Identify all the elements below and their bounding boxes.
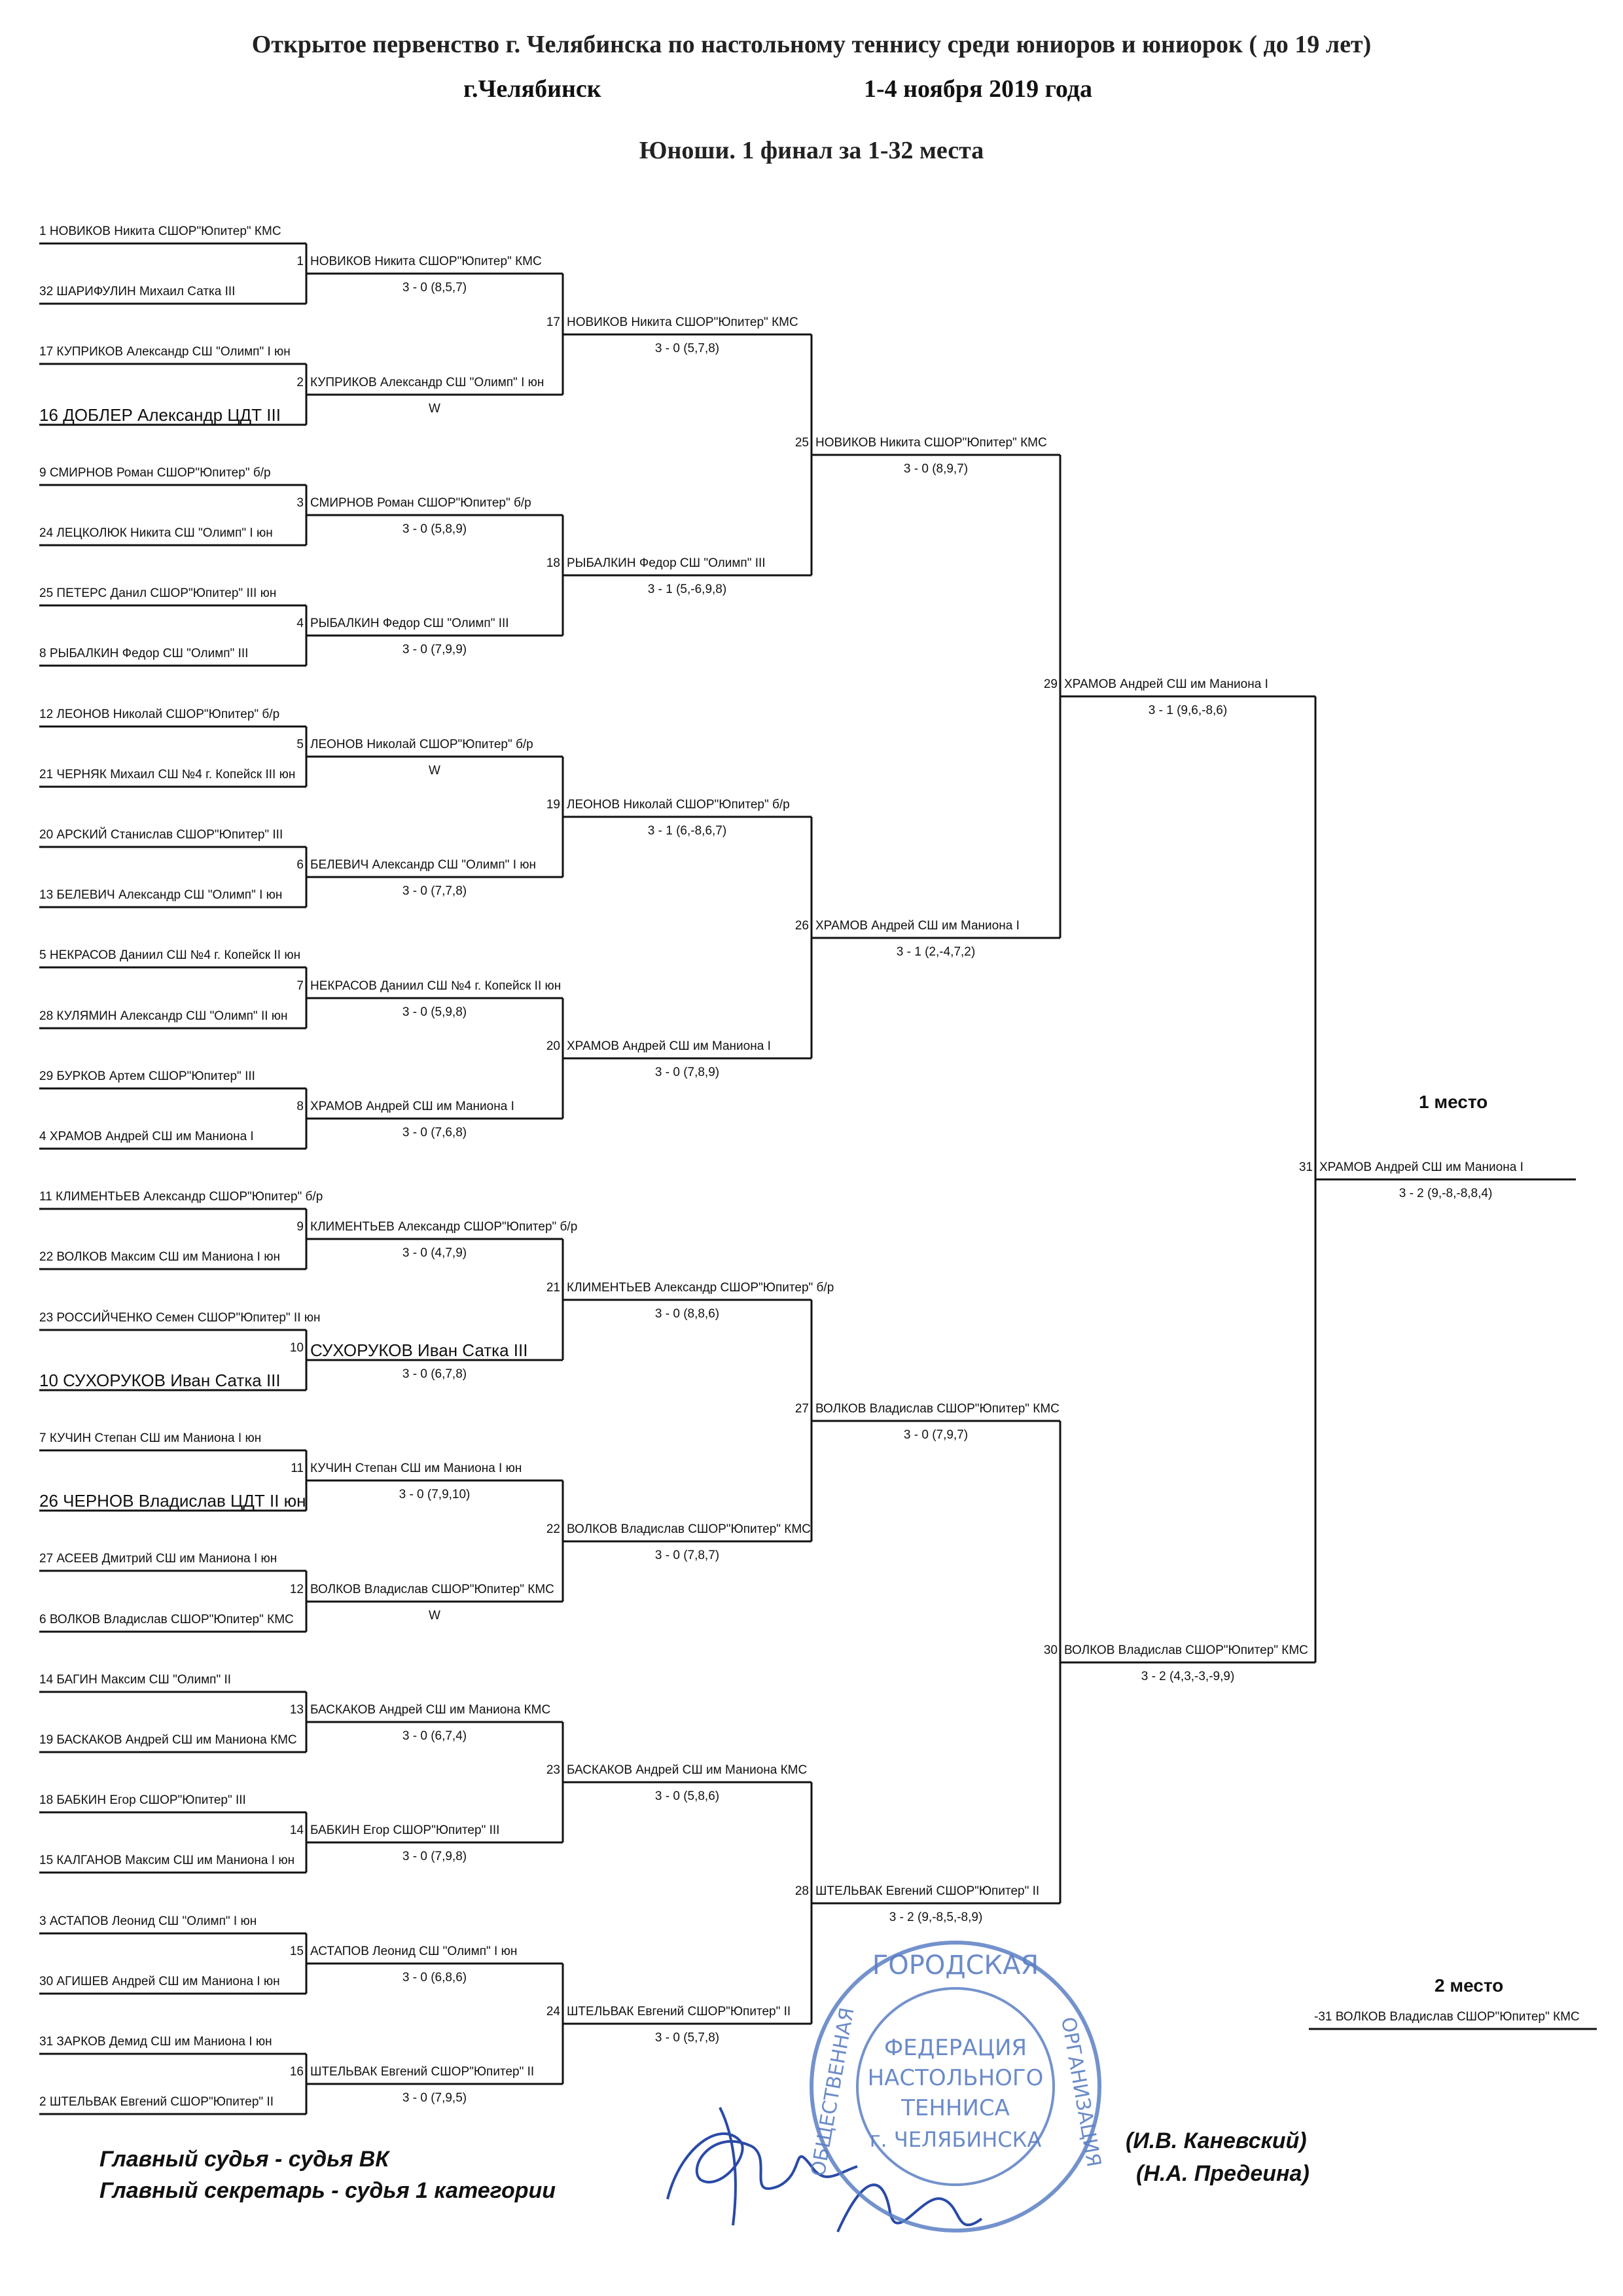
page-title: Открытое первенство г. Челябинска по настольному теннису среди юниоров и юниорок ( до 19 лет) bbox=[251, 31, 1372, 58]
round3-result: 3 - 0 (5,7,8) bbox=[654, 2031, 720, 2045]
round3-result: 3 - 0 (5,7,8) bbox=[654, 342, 720, 355]
round2-match-number: 4 bbox=[296, 617, 304, 630]
round4-match-number: 25 bbox=[794, 436, 809, 450]
chief-judge-name: (И.В. Каневский) bbox=[1126, 2128, 1307, 2153]
round2-match-number: 5 bbox=[296, 738, 304, 751]
chief-secretary-title: Главный секретарь - судья 1 категории bbox=[99, 2178, 556, 2203]
round1-entry: 19 БАСКАКОВ Андрей СШ им Маниона КМС bbox=[39, 1733, 297, 1747]
round4-result: 3 - 0 (8,9,7) bbox=[903, 462, 969, 476]
round2-result: 3 - 0 (7,9,8) bbox=[402, 1850, 467, 1863]
round2-match-number: 15 bbox=[289, 1945, 304, 1958]
round2-winner: ЛЕОНОВ Николай СШОР"Юпитер" б/р bbox=[310, 738, 533, 751]
round1-entry: 2 ШТЕЛЬВАК Евгений СШОР"Юпитер" II bbox=[39, 2095, 274, 2109]
round2-winner: БАСКАКОВ Андрей СШ им Маниона КМС bbox=[310, 1703, 551, 1717]
round3-match-number: 17 bbox=[546, 315, 560, 329]
stamp-line1: ФЕДЕРАЦИЯ bbox=[883, 2035, 1027, 2061]
round2-winner: ШТЕЛЬВАК Евгений СШОР"Юпитер" II bbox=[310, 2065, 535, 2079]
round1-entry: 5 НЕКРАСОВ Даниил СШ №4 г. Копейск II юн bbox=[39, 948, 301, 962]
round1-entry: 31 ЗАРКОВ Демид СШ им Маниона I юн bbox=[39, 2035, 272, 2049]
round2-winner: НОВИКОВ Никита СШОР"Юпитер" КМС bbox=[310, 255, 542, 268]
round4-winner: ВОЛКОВ Владислав СШОР"Юпитер" КМС bbox=[815, 1402, 1060, 1416]
round2-match-number: 14 bbox=[289, 1823, 304, 1837]
round5-result: 3 - 2 (4,3,-3,-9,9) bbox=[1141, 1670, 1235, 1683]
round5-match-number: 30 bbox=[1043, 1643, 1058, 1657]
final-winner: ХРАМОВ Андрей СШ им Маниона I bbox=[1319, 1160, 1524, 1174]
round2-winner: СУХОРУКОВ Иван Сатка III bbox=[310, 1340, 528, 1360]
round2-result: 3 - 0 (5,8,9) bbox=[402, 522, 467, 536]
round4-result: 3 - 1 (2,-4,7,2) bbox=[896, 945, 976, 959]
round1-entry: 14 БАГИН Максим СШ "Олимп" II bbox=[39, 1673, 232, 1687]
round3-winner: ХРАМОВ Андрей СШ им Маниона I bbox=[567, 1039, 771, 1053]
final-match-number: 31 bbox=[1298, 1160, 1313, 1174]
round2-match-number: 10 bbox=[289, 1341, 304, 1355]
round4-winner: ХРАМОВ Андрей СШ им Маниона I bbox=[815, 919, 1020, 933]
round2-winner: ХРАМОВ Андрей СШ им Маниона I bbox=[310, 1100, 514, 1113]
round3-winner: ШТЕЛЬВАК Евгений СШОР"Юпитер" II bbox=[567, 2005, 791, 2018]
round1-entry: 30 АГИШЕВ Андрей СШ им Маниона I юн bbox=[39, 1975, 280, 1988]
round4-result: 3 - 2 (9,-8,5,-8,9) bbox=[889, 1910, 983, 1924]
second-place-entry: -31 ВОЛКОВ Владислав СШОР"Юпитер" КМС bbox=[1314, 2010, 1580, 2024]
round3-result: 3 - 1 (6,-8,6,7) bbox=[647, 824, 727, 838]
round2-winner: СМИРНОВ Роман СШОР"Юпитер" б/р bbox=[310, 496, 531, 510]
round2-match-number: 3 bbox=[296, 496, 304, 510]
round2-result: 3 - 0 (7,6,8) bbox=[402, 1126, 467, 1139]
bracket-subtitle: Юноши. 1 финал за 1-32 места bbox=[639, 137, 984, 164]
stamp-line2: НАСТОЛЬНОГО bbox=[867, 2065, 1044, 2091]
round2-match-number: 6 bbox=[296, 858, 304, 872]
round1-entry: 6 ВОЛКОВ Владислав СШОР"Юпитер" КМС bbox=[39, 1613, 294, 1626]
round5-winner: ВОЛКОВ Владислав СШОР"Юпитер" КМС bbox=[1064, 1643, 1308, 1657]
round5-result: 3 - 1 (9,6,-8,6) bbox=[1148, 704, 1228, 717]
second-place-label: 2 место bbox=[1435, 1975, 1504, 1996]
stamp-right-text: ОРГАНИЗАЦИЯ bbox=[1056, 2015, 1105, 2169]
round2-match-number: 9 bbox=[296, 1220, 304, 1234]
round2-match-number: 8 bbox=[296, 1100, 304, 1113]
round1-entry: 26 ЧЕРНОВ Владислав ЦДТ II юн bbox=[39, 1491, 306, 1511]
round1-entry: 7 КУЧИН Степан СШ им Маниона I юн bbox=[39, 1431, 262, 1445]
round2-result: 3 - 0 (7,7,8) bbox=[402, 884, 467, 898]
first-place-label: 1 место bbox=[1419, 1092, 1488, 1112]
round1-entry: 23 РОССИЙЧЕНКО Семен СШОР"Юпитер" II юн bbox=[39, 1311, 321, 1325]
round4-match-number: 26 bbox=[794, 919, 809, 933]
round1-entry: 32 ШАРИФУЛИН Михаил Сатка III bbox=[39, 285, 236, 298]
round4-winner: ШТЕЛЬВАК Евгений СШОР"Юпитер" II bbox=[815, 1884, 1040, 1898]
round3-match-number: 20 bbox=[546, 1039, 560, 1053]
stamp-line3: ТЕННИСА bbox=[901, 2095, 1010, 2121]
round3-match-number: 23 bbox=[546, 1763, 560, 1777]
round1-entry: 27 АСЕЕВ Дмитрий СШ им Маниона I юн bbox=[39, 1552, 277, 1566]
round1-entry: 4 ХРАМОВ Андрей СШ им Маниона I bbox=[39, 1130, 254, 1143]
stamp-left-text: ОБЩЕСТВЕННАЯ bbox=[806, 2005, 859, 2179]
city-label: г.Челябинск bbox=[463, 75, 601, 103]
round1-entry: 21 ЧЕРНЯК Михаил СШ №4 г. Копейск III юн bbox=[39, 768, 296, 781]
round2-match-number: 2 bbox=[296, 376, 304, 389]
round1-entry: 17 КУПРИКОВ Александр СШ "Олимп" I юн bbox=[39, 345, 291, 359]
round3-result: 3 - 0 (5,8,6) bbox=[654, 1789, 720, 1803]
round2-result: 3 - 0 (6,8,6) bbox=[402, 1971, 467, 1984]
round2-result: 3 - 0 (7,9,9) bbox=[402, 643, 467, 656]
round1-entry: 29 БУРКОВ Артем СШОР"Юпитер" III bbox=[39, 1069, 255, 1083]
round2-result: W bbox=[429, 764, 440, 778]
round4-result: 3 - 0 (7,9,7) bbox=[903, 1428, 969, 1442]
round2-result: 3 - 0 (8,5,7) bbox=[402, 281, 467, 295]
final-result: 3 - 2 (9,-8,-8,8,4) bbox=[1399, 1187, 1493, 1200]
round2-winner: КУПРИКОВ Александр СШ "Олимп" I юн bbox=[310, 376, 544, 389]
round2-winner: РЫБАЛКИН Федор СШ "Олимп" III bbox=[310, 617, 509, 630]
round2-match-number: 13 bbox=[289, 1703, 304, 1717]
round2-match-number: 7 bbox=[296, 979, 304, 993]
round2-match-number: 12 bbox=[289, 1583, 304, 1596]
stamp-top-text: ГОРОДСКАЯ bbox=[872, 1950, 1039, 1981]
round4-winner: НОВИКОВ Никита СШОР"Юпитер" КМС bbox=[815, 436, 1047, 450]
round2-result: 3 - 0 (6,7,4) bbox=[402, 1729, 467, 1743]
round1-entry: 25 ПЕТЕРС Данил СШОР"Юпитер" III юн bbox=[39, 586, 277, 600]
round3-winner: ЛЕОНОВ Николай СШОР"Юпитер" б/р bbox=[567, 798, 790, 812]
round2-winner: БАБКИН Егор СШОР"Юпитер" III bbox=[310, 1823, 500, 1837]
round3-result: 3 - 0 (8,8,6) bbox=[654, 1307, 720, 1321]
round2-winner: АСТАПОВ Леонид СШ "Олимп" I юн bbox=[310, 1945, 518, 1958]
round3-result: 3 - 0 (7,8,9) bbox=[654, 1066, 720, 1079]
round2-result: W bbox=[429, 1609, 440, 1623]
round3-winner: НОВИКОВ Никита СШОР"Юпитер" КМС bbox=[567, 315, 798, 329]
round5-winner: ХРАМОВ Андрей СШ им Маниона I bbox=[1064, 677, 1268, 691]
round2-result: 3 - 0 (6,7,8) bbox=[402, 1367, 467, 1381]
organization-stamp bbox=[805, 1936, 1106, 2240]
round3-winner: КЛИМЕНТЬЕВ Александр СШОР"Юпитер" б/р bbox=[567, 1281, 834, 1295]
round1-entry: 20 АРСКИЙ Станислав СШОР"Юпитер" III bbox=[39, 828, 283, 842]
round3-winner: ВОЛКОВ Владислав СШОР"Юпитер" КМС bbox=[567, 1522, 811, 1536]
round3-match-number: 24 bbox=[546, 2005, 560, 2018]
round3-match-number: 21 bbox=[546, 1281, 560, 1295]
chief-secretary-name: (Н.А. Предеина) bbox=[1136, 2161, 1310, 2186]
round1-entry: 13 БЕЛЕВИЧ Александр СШ "Олимп" I юн bbox=[39, 888, 283, 902]
round3-winner: БАСКАКОВ Андрей СШ им Маниона КМС bbox=[567, 1763, 808, 1777]
round2-match-number: 16 bbox=[289, 2065, 304, 2079]
round1-entry: 24 ЛЕЦКОЛЮК Никита СШ "Олимп" I юн bbox=[39, 526, 273, 540]
round2-result: 3 - 0 (4,7,9) bbox=[402, 1246, 467, 1260]
round2-match-number: 1 bbox=[296, 255, 304, 268]
round4-match-number: 27 bbox=[794, 1402, 809, 1416]
round5-match-number: 29 bbox=[1043, 677, 1058, 691]
round1-entry: 10 СУХОРУКОВ Иван Сатка III bbox=[39, 1371, 281, 1390]
round1-entry: 11 КЛИМЕНТЬЕВ Александр СШОР"Юпитер" б/р bbox=[39, 1190, 323, 1204]
round2-result: 3 - 0 (7,9,10) bbox=[399, 1488, 471, 1501]
dates-label: 1-4 ноября 2019 года bbox=[864, 75, 1093, 103]
round2-winner: ВОЛКОВ Владислав СШОР"Юпитер" КМС bbox=[310, 1583, 554, 1596]
round2-winner: БЕЛЕВИЧ Александр СШ "Олимп" I юн bbox=[310, 858, 536, 872]
round3-match-number: 19 bbox=[546, 798, 560, 812]
round2-result: 3 - 0 (7,9,5) bbox=[402, 2091, 467, 2105]
stamp-line4: г. ЧЕЛЯБИНСКА bbox=[869, 2127, 1042, 2152]
round2-winner: КЛИМЕНТЬЕВ Александр СШОР"Юпитер" б/р bbox=[310, 1220, 578, 1234]
round1-entry: 3 АСТАПОВ Леонид СШ "Олимп" I юн bbox=[39, 1914, 257, 1928]
round2-match-number: 11 bbox=[291, 1462, 304, 1475]
round3-winner: РЫБАЛКИН Федор СШ "Олимп" III bbox=[567, 556, 766, 570]
round1-entry: 8 РЫБАЛКИН Федор СШ "Олимп" III bbox=[39, 647, 249, 660]
round1-entry: 16 ДОБЛЕР Александр ЦДТ III bbox=[39, 405, 281, 425]
round3-match-number: 18 bbox=[546, 556, 560, 570]
round1-entry: 12 ЛЕОНОВ Николай СШОР"Юпитер" б/р bbox=[39, 708, 280, 721]
round3-result: 3 - 1 (5,-6,9,8) bbox=[647, 583, 727, 596]
round2-winner: КУЧИН Степан СШ им Маниона I юн bbox=[310, 1462, 522, 1475]
round3-match-number: 22 bbox=[546, 1522, 560, 1536]
round1-entry: 15 КАЛГАНОВ Максим СШ им Маниона I юн bbox=[39, 1854, 295, 1867]
round3-result: 3 - 0 (7,8,7) bbox=[654, 1549, 720, 1562]
round1-entry: 18 БАБКИН Егор СШОР"Юпитер" III bbox=[39, 1793, 246, 1807]
round1-entry: 9 СМИРНОВ Роман СШОР"Юпитер" б/р bbox=[39, 466, 271, 480]
chief-judge-title: Главный судья - судья ВК bbox=[99, 2147, 389, 2172]
round1-entry: 28 КУЛЯМИН Александр СШ "Олимп" II юн bbox=[39, 1009, 288, 1023]
round2-winner: НЕКРАСОВ Даниил СШ №4 г. Копейск II юн bbox=[310, 979, 562, 993]
round2-result: 3 - 0 (5,9,8) bbox=[402, 1005, 467, 1019]
round1-entry: 22 ВОЛКОВ Максим СШ им Маниона I юн bbox=[39, 1250, 280, 1264]
round4-match-number: 28 bbox=[794, 1884, 809, 1898]
round2-result: W bbox=[429, 402, 440, 416]
round1-entry: 1 НОВИКОВ Никита СШОР"Юпитер" КМС bbox=[39, 224, 281, 238]
